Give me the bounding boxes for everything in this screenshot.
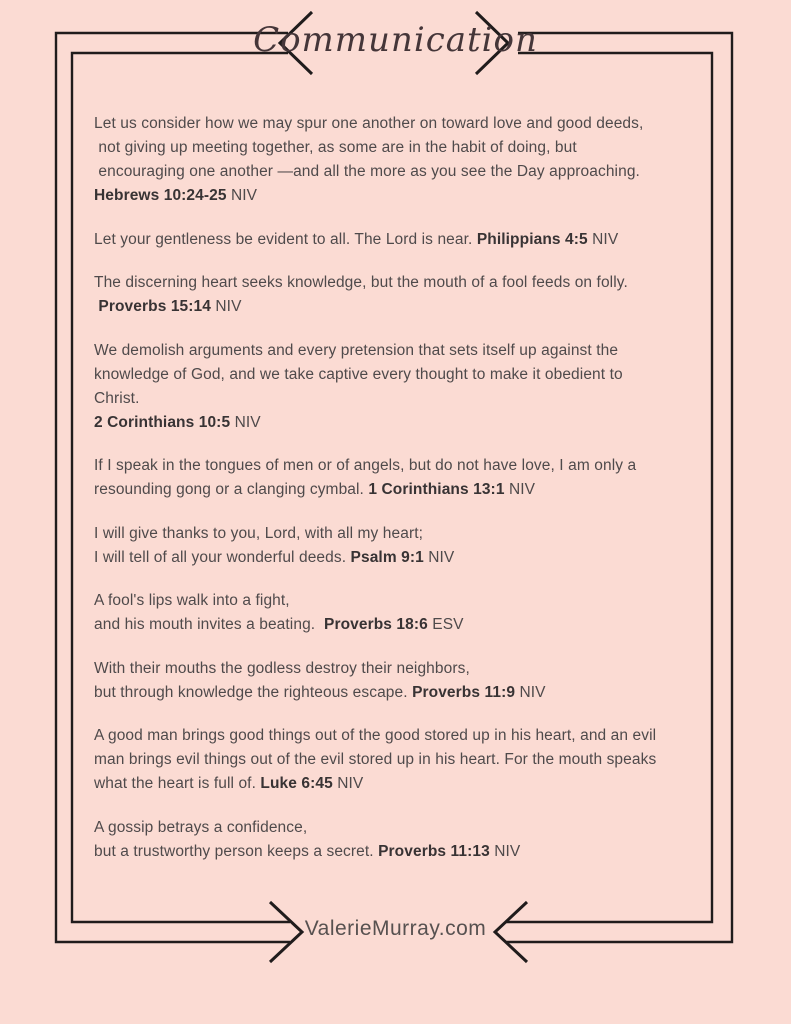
verse-list	[94, 112, 724, 883]
site-credit: ValerieMurray.com	[304, 917, 487, 940]
verse-line: but through knowledge the righteous escape. Proverbs 11:9 NIV	[94, 683, 546, 701]
verse-reference: 2 Corinthians 10:5	[94, 413, 231, 431]
page-title: Communication	[253, 20, 538, 60]
verse-line: knowledge of God, and we take captive every thought to make it obedient to	[94, 365, 623, 383]
verse-line: man brings evil things out of the evil stored up in his heart. For the mouth speaks	[94, 751, 657, 768]
verse-reference: Luke 6:45	[260, 775, 333, 792]
verse-line: and his mouth invites a beating. Proverbs 18:6 ESV	[94, 616, 464, 633]
verse-block	[94, 271, 724, 319]
verse-reference: Hebrews 10:24-25	[94, 187, 227, 204]
verse-block	[94, 112, 724, 208]
verse-reference: Proverbs 11:13	[378, 842, 490, 860]
verse-block	[94, 522, 724, 570]
verse-line: We demolish arguments and every pretension that sets itself up against the	[94, 341, 619, 359]
verse-line: I will give thanks to you, Lord, with all my heart;	[94, 524, 424, 542]
verse-block	[94, 657, 724, 705]
verse-line: Christ.	[94, 389, 140, 407]
verse-block	[94, 589, 724, 637]
verse-reference-line: 2 Corinthians 10:5 NIV	[94, 413, 261, 431]
verse-reference: Psalm 9:1	[350, 548, 424, 566]
verse-reference: Proverbs 11:9	[412, 683, 516, 701]
verse-reference-line: Hebrews 10:24-25 NIV	[94, 187, 258, 204]
verse-block	[94, 228, 724, 252]
verse-line: A good man brings good things out of the good stored up in his heart, and an evil	[94, 727, 657, 744]
verse-line: what the heart is full of. Luke 6:45 NIV	[94, 775, 364, 792]
verse-reference: 1 Corinthians 13:1	[368, 481, 505, 498]
verse-reference: Proverbs 15:14	[98, 298, 211, 315]
verse-line: Let your gentleness be evident to all. The Lord is near. Philippians 4:5 NIV	[94, 230, 619, 248]
verse-block	[94, 339, 724, 435]
verse-reference: Philippians 4:5	[476, 230, 588, 248]
verse-reference-line: Proverbs 15:14 NIV	[98, 298, 242, 315]
verse-block	[94, 816, 724, 864]
verse-line: but a trustworthy person keeps a secret. Proverbs 11:13 NIV	[94, 842, 521, 860]
verse-line: If I speak in the tongues of men or of angels, but do not have love, I am only a	[94, 457, 637, 474]
verse-line: A gossip betrays a confidence,	[94, 818, 308, 836]
verse-line: I will tell of all your wonderful deeds. Psalm 9:1 NIV	[94, 548, 455, 566]
verse-line: resounding gong or a clanging cymbal. 1 Corinthians 13:1 NIV	[94, 481, 536, 498]
verse-reference: Proverbs 18:6	[324, 616, 428, 633]
verse-line: With their mouths the godless destroy their neighbors,	[94, 659, 470, 677]
verse-block	[94, 454, 724, 502]
verse-line: A fool's lips walk into a fight,	[94, 592, 290, 609]
verse-line: encouraging one another —and all the more as you see the Day approaching.	[94, 163, 640, 180]
verse-block	[94, 724, 724, 796]
verse-line: Let us consider how we may spur one another on toward love and good deeds,	[94, 115, 644, 132]
verse-line: not giving up meeting together, as some are in the habit of doing, but	[94, 139, 577, 156]
verse-line: The discerning heart seeks knowledge, but the mouth of a fool feeds on folly.	[94, 274, 628, 291]
